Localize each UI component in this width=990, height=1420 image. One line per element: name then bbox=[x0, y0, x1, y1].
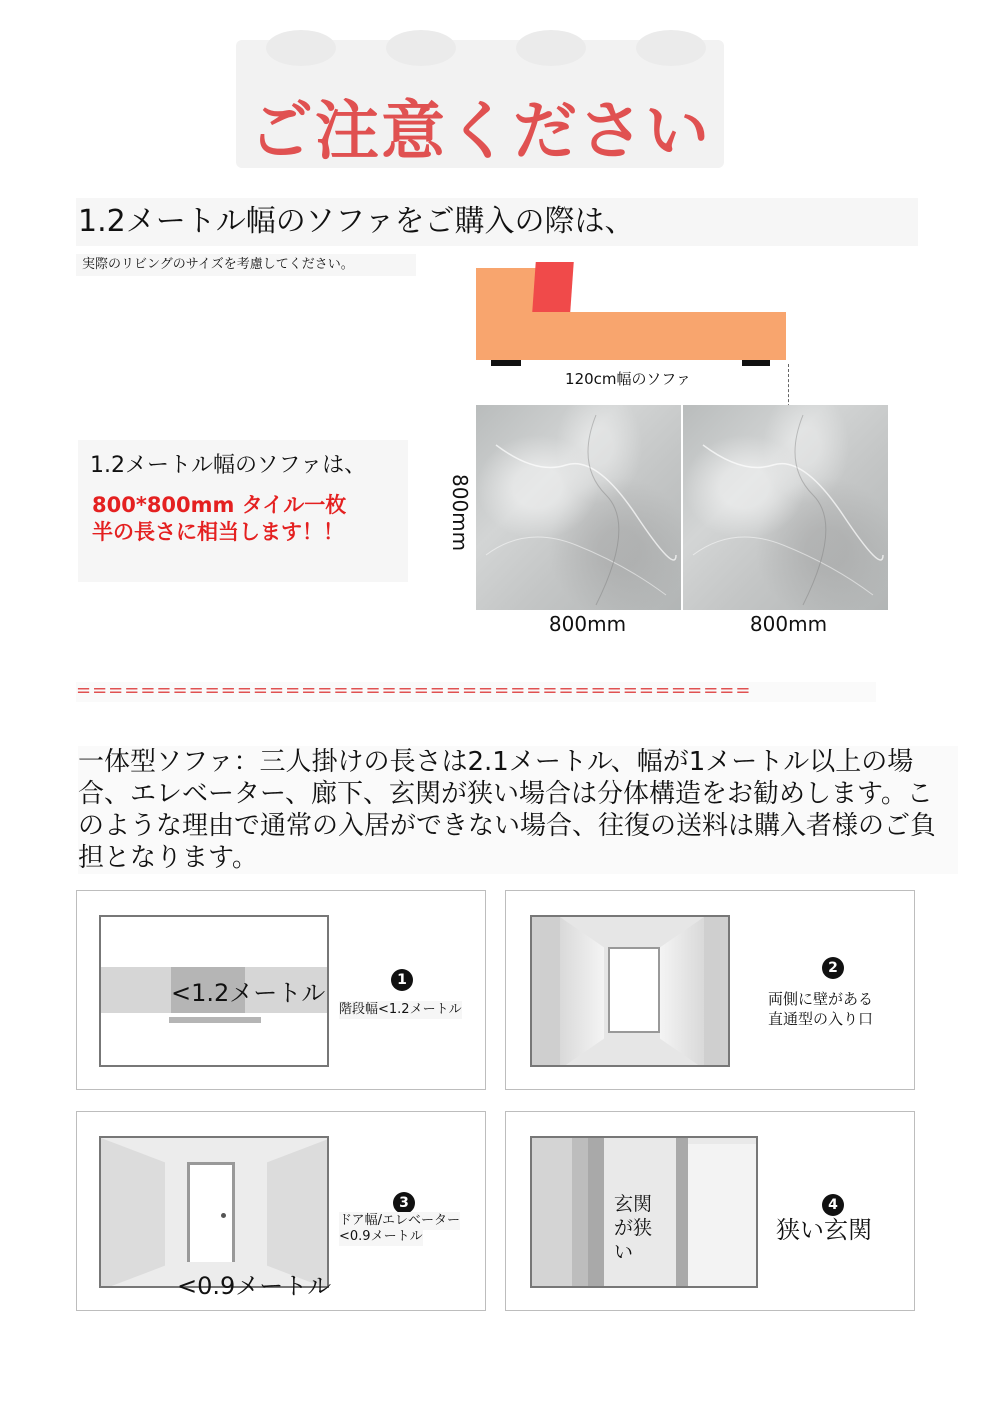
tile-width-label: 800mm bbox=[749, 612, 828, 636]
sofa-seat bbox=[476, 312, 786, 360]
panel-caption: 両側に壁がある bbox=[768, 990, 874, 1008]
panel-caption: <0.9メートル bbox=[339, 1229, 423, 1244]
marble-tile bbox=[683, 405, 888, 610]
marble-veins bbox=[476, 405, 681, 610]
marble-tile bbox=[476, 405, 681, 610]
sofa-leg bbox=[491, 360, 521, 366]
cloud-decoration bbox=[636, 30, 706, 66]
panel-caption: 階段幅<1.2メートル bbox=[339, 1002, 462, 1017]
panel-caption: 直通型の入り口 bbox=[768, 1010, 874, 1028]
number-badge: 1 bbox=[391, 969, 413, 991]
section-heading: 1.2メートル幅のソファをご購入の際は、 bbox=[76, 198, 918, 246]
note-text: 1.2メートル幅のソファは、 bbox=[90, 453, 367, 478]
door-width-label: <0.9メートル bbox=[177, 1272, 332, 1300]
section-subheading: 実際のリビングのサイズを考慮してください。 bbox=[76, 254, 416, 276]
cloud-decoration bbox=[516, 30, 586, 66]
panel-stairs bbox=[76, 890, 486, 1090]
cloud-decoration bbox=[266, 30, 336, 66]
title-banner bbox=[236, 40, 724, 168]
warning-paragraph: 一体型ソファ：三人掛けの長さは2.1メートル、幅が1メートル以上の場合、エレベーター、廊下、玄関が狭い場合は分体構造をお勧めします。このような理由で通常の入居ができない場合、往復の送料は購入者様のご負担となります。 bbox=[78, 746, 958, 874]
number-badge: 4 bbox=[822, 1194, 844, 1216]
sofa-label: 120cm幅のソファ bbox=[565, 370, 691, 388]
panel-door bbox=[76, 1111, 486, 1311]
tile-height-label: 800mm bbox=[448, 474, 472, 552]
stairs-width-label: <1.2メートル bbox=[171, 979, 326, 1007]
marble-veins bbox=[683, 405, 888, 610]
sofa-leg bbox=[742, 360, 770, 366]
entrance-label: 玄関が狭い bbox=[614, 1193, 653, 1263]
number-badge: 3 bbox=[393, 1192, 415, 1214]
page-title: ご注意ください bbox=[249, 95, 711, 169]
panel-corridor bbox=[505, 890, 915, 1090]
number-badge: 2 bbox=[822, 957, 844, 979]
cloud-decoration bbox=[386, 30, 456, 66]
tile-width-label: 800mm bbox=[548, 612, 627, 636]
note-warning: 800*800mm タイル一枚半の長さに相当します！！ bbox=[92, 493, 347, 544]
panel-caption: ドア幅/エレベーター bbox=[339, 1213, 460, 1228]
sofa-cushion bbox=[532, 262, 573, 312]
panel-caption: 狭い玄関 bbox=[776, 1216, 872, 1244]
panel-entrance bbox=[505, 1111, 915, 1311]
separator: ========================================== bbox=[76, 682, 876, 702]
corridor-diagram bbox=[530, 915, 730, 1067]
door-icon bbox=[187, 1162, 235, 1262]
